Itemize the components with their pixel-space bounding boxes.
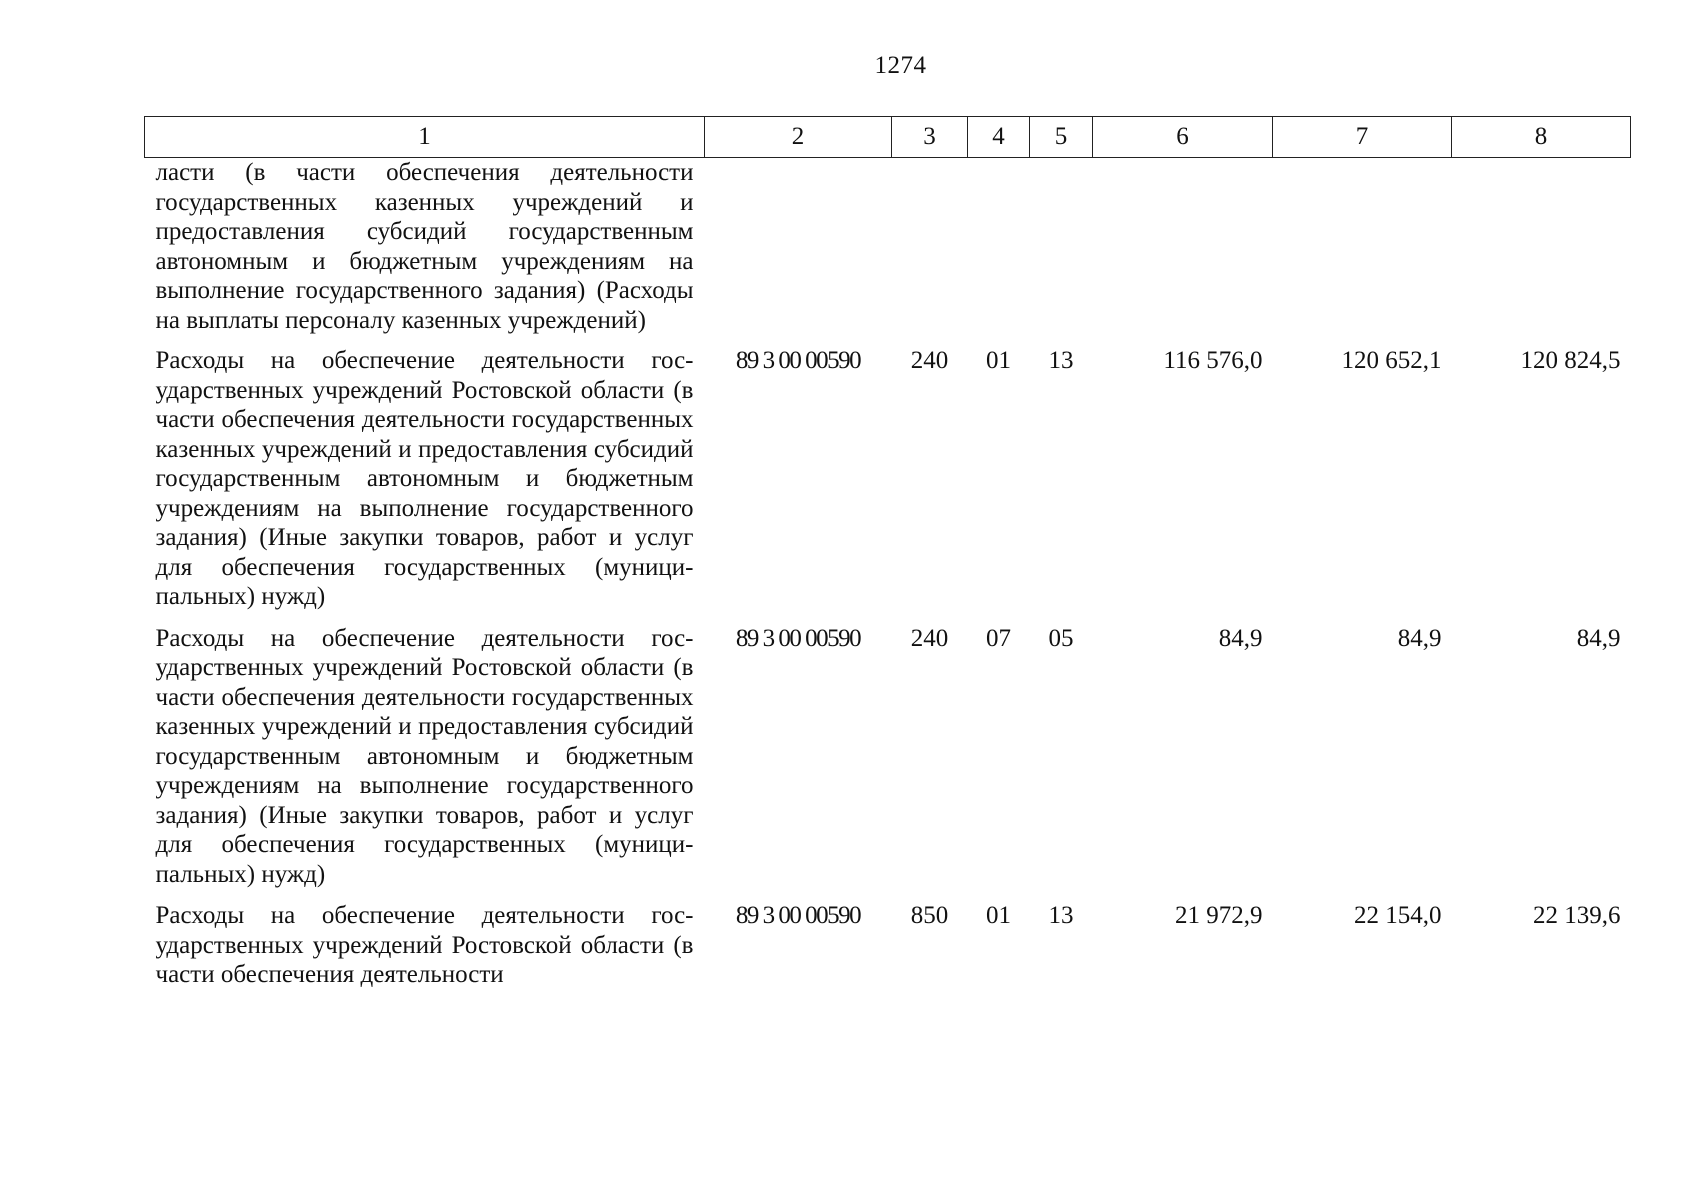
- row-description: ласти (в части обеспечения деятельности государственных казенных учреждений и предоставления субсидий государственным автономным и бюджетным учреждениям на выполнение государственного задания) (Расходы на выплаты персоналу казенных учреждений): [155, 159, 694, 334]
- row-vr: 240: [910, 347, 949, 374]
- row-rz: 01: [986, 902, 1011, 929]
- row-description: Расходы на обеспечение деятельности государственных учреждений Ростовской области (в части обеспечения деятельности государственных казенных учреждений и предоставления субсидий государственным автономным и бюджетным учреждениям на выполнение государственного задания) (Иные закупки товаров, работ и услуг для обеспечения государственных (муниципальных) нужд): [155, 347, 694, 610]
- row-value-8: [1452, 158, 1631, 336]
- budget-table: [144, 116, 1631, 991]
- row-vr: [892, 158, 968, 336]
- header-col-2: 2: [705, 117, 892, 158]
- row-value-6: 116 576,0: [1163, 347, 1263, 374]
- row-value-8: 120 824,5: [1520, 347, 1621, 374]
- header-col-5: 5: [1030, 117, 1093, 158]
- row-value-7: [1273, 158, 1452, 336]
- table-body: [145, 158, 1631, 991]
- header-col-7: 7: [1273, 117, 1452, 158]
- row-code: 89 3 00 00590: [735, 902, 861, 929]
- row-rz: [968, 158, 1030, 336]
- row-value-6: 84,9: [1218, 624, 1263, 652]
- table-row: [145, 335, 1631, 613]
- row-value-8: 22 139,6: [1533, 902, 1621, 929]
- table-header: [145, 117, 1631, 158]
- row-value-7: 84,9: [1397, 624, 1442, 652]
- row-value-8: 84,9: [1576, 624, 1621, 652]
- header-col-3: 3: [892, 117, 968, 158]
- row-code: [705, 158, 892, 336]
- row-value-6: 21 972,9: [1175, 902, 1263, 929]
- row-code: 89 3 00 00590: [735, 624, 861, 652]
- header-col-4: 4: [968, 117, 1030, 158]
- row-rz: 07: [986, 624, 1011, 652]
- row-value-7: 22 154,0: [1354, 902, 1442, 929]
- row-description: Расходы на обеспечение деятельности государственных учреждений Ростовской области (в части обеспечения деятельности государственных казенных учреждений и предоставления субсидий государственным автономным и бюджетным учреждениям на выполнение государственного задания) (Иные закупки товаров, работ и услуг для обеспечения государственных (муниципальных) нужд): [155, 624, 694, 888]
- row-description: Расходы на обеспечение деятельности государственных учреждений Ростовской области (в части обеспечения деятельности: [155, 902, 694, 988]
- header-col-8: 8: [1452, 117, 1631, 158]
- row-pr: 13: [1048, 347, 1074, 374]
- header-col-1: 1: [145, 117, 705, 158]
- table-row: [145, 613, 1631, 891]
- row-rz: 01: [986, 347, 1011, 374]
- row-vr: 240: [910, 624, 949, 652]
- row-vr: 850: [910, 902, 949, 929]
- page-number-container: [0, 52, 1698, 80]
- row-pr: [1030, 158, 1093, 336]
- row-value-6: [1093, 158, 1273, 336]
- header-col-6: 6: [1093, 117, 1273, 158]
- table-row-continuation: [145, 158, 1631, 336]
- header-row: [145, 117, 1631, 158]
- row-pr: 05: [1048, 624, 1074, 652]
- table-row: [145, 890, 1631, 991]
- row-pr: 13: [1048, 902, 1074, 929]
- row-code: 89 3 00 00590: [735, 347, 861, 374]
- page-number: 1274: [874, 52, 927, 79]
- row-value-7: 120 652,1: [1341, 347, 1442, 374]
